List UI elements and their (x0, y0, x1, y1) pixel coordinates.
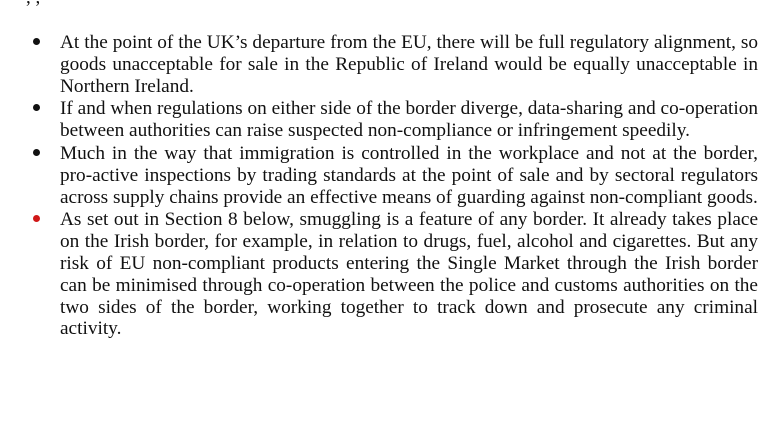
bullet-marker-icon (33, 38, 40, 45)
bullet-marker-icon (33, 104, 40, 111)
bullet-text: As set out in Section 8 below, smuggling is a feature of any border. It already takes place on the Irish border, for example, in relation to drugs, fuel, alcohol and cigarettes. But any risk of EU non-compliant products entering the Single Market through the Irish border can be minimised through co-operation between the police and customs authorities on the two sides of the border, working together to track down and prosecute any criminal activity. (60, 209, 758, 340)
bullet-item-regulatory-alignment (0, 32, 758, 97)
bullet-marker-icon-red (33, 215, 40, 222)
bullet-marker-icon (33, 149, 40, 156)
bullet-text: Much in the way that immigration is controlled in the workplace and not at the border, pro-active inspections by trading standards at the point of sale and by sectoral regulators across supply chains provide an effective means of guarding against non-compliant goods. (60, 142, 758, 208)
bullet-text: If and when regulations on either side of the border diverge, data-sharing and co-operation between authorities can raise suspected non-compliance or infringement speedily. (60, 98, 758, 142)
previous-page-text-fragment (26, 0, 40, 9)
bullet-item-inspections (0, 143, 758, 208)
bullet-item-data-sharing (0, 98, 758, 142)
bullet-list (0, 32, 779, 340)
bullet-item-smuggling (0, 209, 758, 340)
bullet-text: At the point of the UK’s departure from the EU, there will be full regulatory alignment, so goods unacceptable for sale in the Republic of Ireland would be equally unacceptable in Northern Ireland. (60, 32, 758, 97)
